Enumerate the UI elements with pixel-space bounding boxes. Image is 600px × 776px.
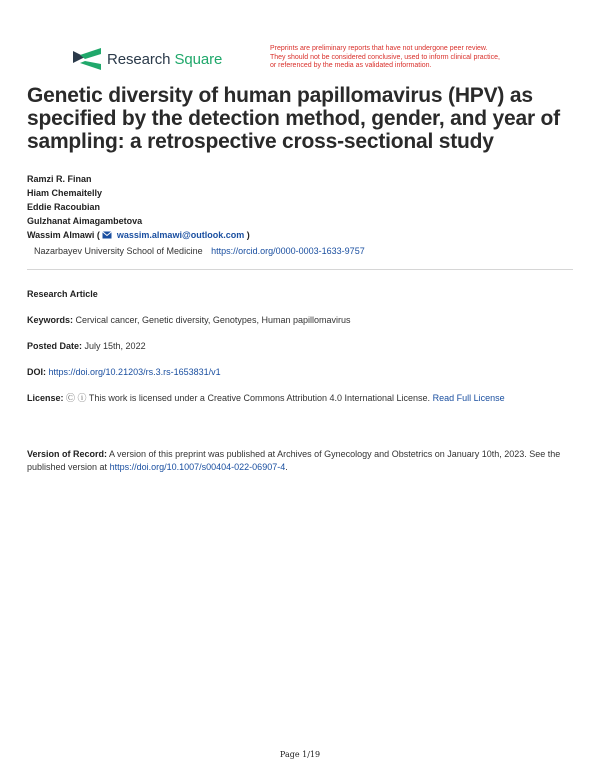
author-name: Eddie Racoubian xyxy=(27,202,101,212)
email-link[interactable]: wassim.almawi@outlook.com xyxy=(116,230,245,240)
doi-link[interactable]: https://doi.org/10.21203/rs.3.rs-1653831/v1 xyxy=(48,367,221,377)
article-type xyxy=(27,288,575,301)
doi xyxy=(27,366,575,379)
keywords-label: Keywords: xyxy=(27,315,74,325)
keywords xyxy=(27,314,575,327)
disclaimer-line: They should not be considered conclusive, used to inform clinical practice, xyxy=(270,53,500,61)
author-name: Hiam Chemaitelly xyxy=(27,188,103,198)
brand-name: Research Square xyxy=(107,50,223,68)
research-square-logo-icon xyxy=(73,48,101,70)
corresponding-author xyxy=(27,228,250,242)
disclaimer-line: or referenced by the media as validated information. xyxy=(270,62,432,69)
author-name: Ramzi R. Finan xyxy=(27,174,92,184)
page-number: Page 1/19 xyxy=(279,750,321,759)
posted-date-value: July 15th, 2022 xyxy=(84,341,146,351)
read-full-license-link[interactable]: Read Full License xyxy=(432,393,505,403)
doi-label: DOI: xyxy=(27,367,46,377)
article-type-label: Research Article xyxy=(27,289,98,299)
paren-close: ) xyxy=(246,230,250,240)
disclaimer-line: Preprints are preliminary reports that have not undergone peer review. xyxy=(270,45,488,52)
affiliation xyxy=(34,246,365,256)
orcid-link[interactable]: https://orcid.org/0000-0003-1633-9757 xyxy=(211,246,365,256)
version-of-record-text: A version of this preprint was published at Archives of Gynecology and Obstetrics on January 10th, 2023. See the published version at xyxy=(27,449,561,472)
preprint-disclaimer xyxy=(270,45,532,71)
author-list xyxy=(27,172,250,242)
paren-open: ( xyxy=(96,230,100,240)
license-label: License: xyxy=(27,393,64,403)
research-square-logo[interactable] xyxy=(73,48,222,70)
posted-date-label: Posted Date: xyxy=(27,341,83,351)
envelope-icon xyxy=(102,231,112,239)
keywords-value: Cervical cancer, Genetic diversity, Genotypes, Human papillomavirus xyxy=(75,315,351,325)
license xyxy=(27,392,575,405)
institution-name: Nazarbayev University School of Medicine xyxy=(34,246,203,256)
author-name: Gulzhanat Aimagambetova xyxy=(27,216,143,226)
license-text: This work is licensed under a Creative Commons Attribution 4.0 International License. xyxy=(88,393,431,403)
published-version-link[interactable]: https://doi.org/10.1007/s00404-022-06907-4 xyxy=(109,462,286,472)
version-of-record xyxy=(27,448,575,474)
posted-date xyxy=(27,340,575,353)
version-of-record-label: Version of Record: xyxy=(27,449,108,459)
author-name: Wassim Almawi xyxy=(27,230,95,240)
sentence-end: . xyxy=(285,462,288,472)
cc-by-icon: Ⓒ ⓘ xyxy=(66,393,87,403)
divider xyxy=(27,269,573,270)
paper-title: Genetic diversity of human papillomavirus (HPV) as specified by the detection method, gender, and year of sampling: a retrospective cross-sectional study xyxy=(27,84,560,153)
